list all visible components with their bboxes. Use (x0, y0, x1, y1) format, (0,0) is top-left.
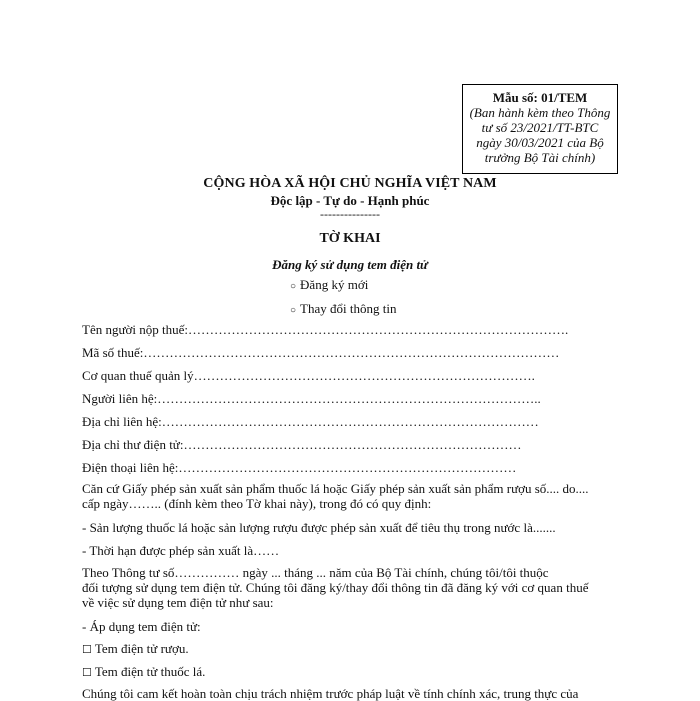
field-tax-authority[interactable]: Cơ quan thuế quản lý……………………………………………………………………. (82, 368, 535, 383)
form-note-line: tư số 23/2021/TT-BTC (481, 120, 599, 135)
basis-paragraph (82, 481, 622, 511)
form-note-line: (Ban hành kèm theo Thông (469, 105, 611, 120)
commitment-line: Chúng tôi cam kết hoàn toàn chịu trách nhiệm trước pháp luật về tính chính xác, trung thực của (82, 686, 579, 701)
checkbox-icon: ☐ (82, 667, 92, 679)
circular-line: đối tượng sử dụng tem điện tử. Chúng tôi đăng ký/thay đổi thông tin đã đăng ký với cơ quan thuế (82, 580, 589, 595)
circular-paragraph (82, 565, 622, 610)
field-tax-code[interactable]: Mã số thuế:…………………………………………………………………………………… (82, 345, 560, 360)
field-email[interactable]: Địa chỉ thư điện tử:…………………………………………………………………… (82, 437, 522, 452)
field-contact-address[interactable]: Địa chỉ liên hệ:…………………………………………………………………………… (82, 414, 539, 429)
option-change-info[interactable] (290, 301, 396, 317)
checkbox-icon: ☐ (82, 644, 92, 656)
option-label: Đăng ký mới (300, 277, 369, 292)
checkbox-label: Tem điện tử thuốc lá. (94, 664, 206, 679)
field-contact-person[interactable]: Người liên hệ:…………………………………………………………………………….. (82, 391, 541, 406)
nation-heading: CỘNG HÒA XÃ HỘI CHỦ NGHĨA VIỆT NAM (203, 176, 497, 191)
form-code-box (462, 84, 618, 174)
form-subtitle: Đăng ký sử dụng tem điện tử (272, 257, 428, 272)
radio-circle-icon: ○ (290, 305, 297, 316)
motto: Độc lập - Tự do - Hạnh phúc (270, 193, 430, 208)
radio-circle-icon: ○ (290, 281, 297, 292)
circular-line: Theo Thông tư số…………… ngày ... tháng ... năm của Bộ Tài chính, chúng tôi/tôi thuộc (82, 565, 549, 580)
divider-rule: --------------- (320, 207, 380, 221)
option-label: Thay đổi thông tin (300, 301, 397, 316)
duration-line: - Thời hạn được phép sản xuất là…… (82, 543, 280, 558)
basis-line: cấp ngày…….. (đính kèm theo Tờ khai này), trong đó có quy định: (82, 496, 432, 511)
form-title: TỜ KHAI (319, 231, 381, 246)
quota-line: - Sản lượng thuốc lá hoặc sản lượng rượu được phép sản xuất để tiêu thụ trong nước là....... (82, 520, 556, 535)
apply-heading: - Áp dụng tem điện tử: (82, 619, 201, 634)
checkbox-tobacco-stamp[interactable] (82, 664, 622, 681)
checkbox-label: Tem điện tử rượu. (94, 641, 189, 656)
form-note-line: ngày 30/03/2021 của Bộ (476, 135, 604, 150)
basis-line: Căn cứ Giấy phép sản xuất sản phẩm thuốc lá hoặc Giấy phép sản xuất sản phẩm rượu số.... do.... (82, 481, 589, 496)
form-code: Mẫu số: 01/TEM (492, 90, 588, 105)
form-note-line: trưởng Bộ Tài chính) (484, 150, 596, 165)
field-phone[interactable]: Điện thoại liên hệ:…………………………………………………………………… (82, 460, 517, 475)
field-taxpayer-name[interactable]: Tên người nộp thuế:……………………………………………………………………………. (82, 322, 569, 337)
option-new-registration[interactable] (290, 277, 368, 293)
circular-line: về việc sử dụng tem điện tử như sau: (82, 595, 274, 610)
checkbox-wine-stamp[interactable] (82, 641, 622, 658)
